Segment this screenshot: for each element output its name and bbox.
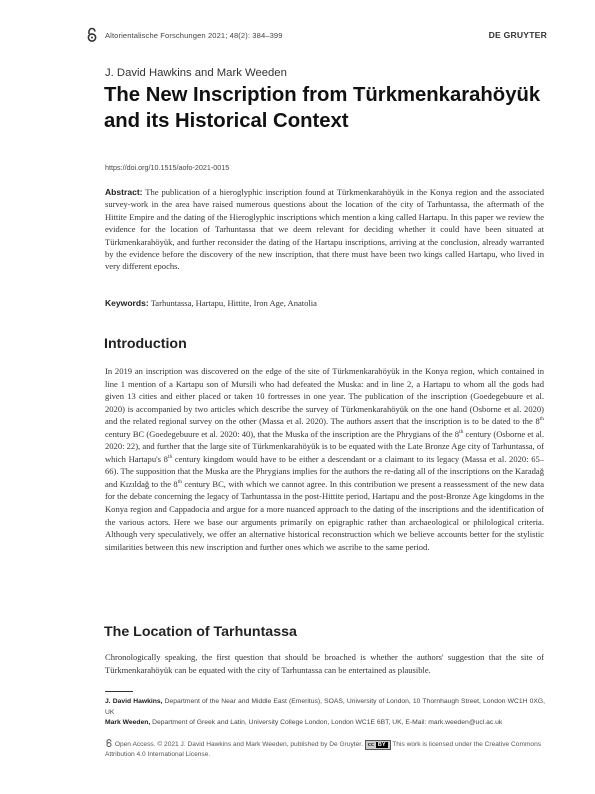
cc-by-icon[interactable]: [365, 740, 391, 750]
intro-text-1: In 2019 an inscription was discovered on the edge of the site of Türkmenkarahöyük in the Konya region, which contained in line 1 mention of a Kartapu son of Mursili who had defeated the Muska: and in line 2, a Hartapu to whom all the gods had given 13 cities and either placed or taken 10 fortresses in one year. The publication of the inscription (Goedegebuure et al. 2020) is accompanied by two articles which describe the survey of Türkmenkarahöyük on the one hand (Osborne et al. 2020) and the related regional survey on the other (Massa et al. 2020). The authors assert that the inscription is to be dated to the 8: [105, 366, 544, 427]
superscript-th: th: [177, 479, 182, 486]
abstract-label: Abstract:: [105, 187, 143, 197]
article-title: The New Inscription from Türkmenkarahöyük and its Historical Context: [104, 84, 541, 132]
abstract: [105, 186, 544, 273]
keywords: [105, 297, 544, 309]
affiliation-hawkins: [105, 697, 545, 718]
article-authors: J. David Hawkins and Mark Weeden: [105, 67, 287, 79]
license-text-1: Open Access. © 2021 J. David Hawkins and Mark Weeden, published by De Gruyter.: [114, 741, 363, 748]
superscript-th: th: [459, 428, 464, 435]
affiliation-text: Department of Greek and Latin, University College London, London WC1E 6BT, UK, E-Mail: mark.weeden@ucl.ac.uk: [150, 719, 503, 726]
license-notice: [105, 739, 545, 760]
intro-text-5: century BC, with which we cannot agree. In this contribution we present a reassessment of the new data for the debate concerning the legacy of Tarhuntassa in the post-Hittite period, Hartapu and the post-Bronze Age kingdoms in the Konya region and Cappadocia and argue for a more nuanced approach to the dating of the inscriptions and the identification of the various actors. Here we base our arguments primarily on epigraphic rather than archaeological or philological criteria. Although very speculatively, we offer an alternative historical reconstruction which we believe accounts better for the stylistic similarities between this new inscription and further ones which we ascribe to the same period.: [105, 478, 544, 552]
affiliation-text: Department of the Near and Middle East (Emeritus), SOAS, University of London, 10 Thornhaugh Street, London WC1H 0XG, UK: [105, 698, 545, 716]
lock-open-icon: [105, 739, 113, 747]
keywords-label: Keywords:: [105, 298, 149, 308]
affiliation-name: J. David Hawkins,: [105, 698, 163, 705]
journal-citation: Altorientalische Forschungen 2021; 48(2): 384–399: [105, 31, 283, 40]
location-paragraph: Chronologically speaking, the first question that should be broached is whether the authors' suggestion that the site of Türkmenkarahöyük can be equated with the city of Tarhuntassa can be entertained as plausible.: [105, 652, 544, 675]
footnote-rule: [105, 691, 133, 692]
affiliation-name: Mark Weeden,: [105, 719, 151, 726]
introduction-paragraph: [105, 365, 544, 553]
intro-text-3: century (Osborne et al. 2020: 22), and further that the large site of Türkmenkarahöyük is to be equated with the Late Bronze Age city of Tarhuntassa, of which Hartapu's 8: [105, 428, 545, 464]
doi-link[interactable]: https://doi.org/10.1515/aofo-2021-0015: [105, 163, 230, 172]
license-text-2: This work is licensed under the Creative Commons Attribution 4.0 International License.: [105, 741, 542, 758]
affiliation-weeden: [105, 718, 545, 729]
author-affiliations: [105, 697, 545, 729]
keywords-text: Tarhuntassa, Hartapu, Hittite, Iron Age, Anatolia: [150, 298, 317, 308]
intro-text-2: century BC (Goedegebuure et al. 2020: 40), that the Muska of the inscription are the Phrygians of the 8: [105, 428, 460, 439]
section-heading-location: The Location of Tarhuntassa: [104, 624, 297, 640]
open-access-icon: [86, 27, 98, 43]
cc-badge-label: cc: [367, 742, 374, 748]
superscript-th: th: [539, 416, 544, 423]
superscript-th: th: [167, 453, 173, 460]
abstract-text: The publication of a hieroglyphic inscription found at Türkmenkarahöyük in the Konya region and the associated survey-work in the area have raised numerous questions about the location of the city of Tarhuntassa, the aftermath of the Hittite Empire and the dating of the Hieroglyphic inscriptions which mention a king called Hartapu. In this paper we review the evidence for the location of Tarhuntassa that we deem relevant for deciding whether it could have been situated at Türkmenkarahöyük, and further reconsider the dating of the Hartapu inscriptions, arriving at the conclusion, already warranted by the evidence before the discovery of the new inscription, that there must have been two kings called Hartapu, who lived in very different epochs.: [105, 187, 545, 272]
publisher-logo: DE GRUYTER: [488, 30, 547, 40]
by-badge-label: BY: [377, 742, 386, 748]
intro-text-4: century kingdom would have to be either a descendant or a claimant to its legacy (Massa et al. 2020: 65–66). The supposition that the Muska are the Phrygians implies for the authors the re-dating all of the inscriptions on the Karadağ and Kızıldağ to the 8: [105, 453, 545, 489]
section-heading-introduction: Introduction: [104, 336, 187, 352]
